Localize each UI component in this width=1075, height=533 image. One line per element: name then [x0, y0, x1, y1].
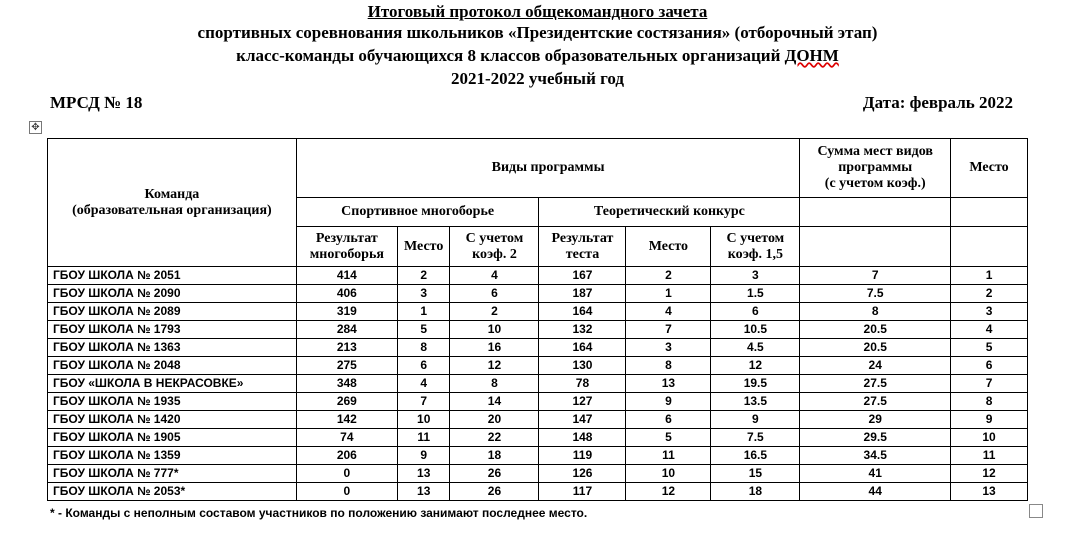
coef-1-5-cell: 15: [711, 465, 800, 483]
multievent-result-cell: 74: [296, 429, 397, 447]
place-sum-cell: 20.5: [800, 321, 951, 339]
empty-header-cell: [800, 198, 951, 227]
coef-1-5-cell: 6: [711, 303, 800, 321]
multievent-result-cell: 348: [296, 375, 397, 393]
multievent-result-cell: 142: [296, 411, 397, 429]
team-name-cell: ГБОУ ШКОЛА № 2090: [48, 285, 297, 303]
theory-place-cell: 1: [626, 285, 711, 303]
team-name-cell: ГБОУ ШКОЛА № 777*: [48, 465, 297, 483]
participants-text: класс-команды обучающихся 8 классов образовательных организаций: [236, 46, 785, 65]
team-name-cell: ГБОУ ШКОЛА № 1905: [48, 429, 297, 447]
subheader-place-sport: Место: [397, 227, 450, 267]
multievent-result-cell: 319: [296, 303, 397, 321]
multievent-result-cell: 206: [296, 447, 397, 465]
coef-1-5-cell: 16.5: [711, 447, 800, 465]
coef-2-cell: 8: [450, 375, 539, 393]
table-row: [48, 267, 1028, 285]
final-place-cell: 2: [951, 285, 1028, 303]
sport-place-cell: 1: [397, 303, 450, 321]
coef-1-5-cell: 1.5: [711, 285, 800, 303]
coef-1-5-cell: 13.5: [711, 393, 800, 411]
place-sum-cell: 20.5: [800, 339, 951, 357]
subheader-coef-2: С учетом коэф. 2: [450, 227, 539, 267]
multievent-result-cell: 213: [296, 339, 397, 357]
theory-place-cell: 5: [626, 429, 711, 447]
final-place-cell: 9: [951, 411, 1028, 429]
coef-2-cell: 26: [450, 465, 539, 483]
test-result-cell: 187: [539, 285, 626, 303]
team-name-cell: ГБОУ ШКОЛА № 2051: [48, 267, 297, 285]
subheader-coef-1-5: С учетом коэф. 1,5: [711, 227, 800, 267]
table-row: [48, 393, 1028, 411]
team-name-cell: ГБОУ ШКОЛА № 1359: [48, 447, 297, 465]
final-place-cell: 3: [951, 303, 1028, 321]
coef-2-cell: 26: [450, 483, 539, 501]
programs-header: Виды программы: [296, 139, 800, 198]
theory-place-cell: 9: [626, 393, 711, 411]
team-column-header: Команда (образовательная организация): [48, 139, 297, 267]
coef-1-5-cell: 3: [711, 267, 800, 285]
test-result-cell: 147: [539, 411, 626, 429]
team-name-cell: ГБОУ ШКОЛА № 2089: [48, 303, 297, 321]
coef-2-cell: 20: [450, 411, 539, 429]
coef-2-cell: 6: [450, 285, 539, 303]
final-place-cell: 4: [951, 321, 1028, 339]
table-row: [48, 375, 1028, 393]
multievent-result-cell: 414: [296, 267, 397, 285]
test-result-cell: 132: [539, 321, 626, 339]
place-sum-cell: 44: [800, 483, 951, 501]
test-result-cell: 78: [539, 375, 626, 393]
test-result-cell: 164: [539, 303, 626, 321]
final-place-cell: 1: [951, 267, 1028, 285]
theory-contest-header: Теоретический конкурс: [539, 198, 800, 227]
multievent-result-cell: 284: [296, 321, 397, 339]
multievent-result-cell: 0: [296, 465, 397, 483]
multievent-result-cell: 269: [296, 393, 397, 411]
team-name-cell: ГБОУ «ШКОЛА В НЕКРАСОВКЕ»: [48, 375, 297, 393]
subheader-result-test: Результат теста: [539, 227, 626, 267]
place-sum-cell: 41: [800, 465, 951, 483]
coef-2-cell: 18: [450, 447, 539, 465]
sport-place-cell: 10: [397, 411, 450, 429]
table-row: [48, 357, 1028, 375]
subheader-place-theory: Место: [626, 227, 711, 267]
test-result-cell: 117: [539, 483, 626, 501]
coef-2-cell: 10: [450, 321, 539, 339]
final-place-cell: 5: [951, 339, 1028, 357]
theory-place-cell: 13: [626, 375, 711, 393]
theory-place-cell: 8: [626, 357, 711, 375]
theory-place-cell: 7: [626, 321, 711, 339]
test-result-cell: 127: [539, 393, 626, 411]
final-place-cell: 7: [951, 375, 1028, 393]
test-result-cell: 164: [539, 339, 626, 357]
date-label: Дата: февраль 2022: [862, 93, 1013, 112]
final-place-cell: 6: [951, 357, 1028, 375]
table-row: [48, 411, 1028, 429]
final-place-cell: 12: [951, 465, 1028, 483]
team-name-cell: ГБОУ ШКОЛА № 2048: [48, 357, 297, 375]
empty-header-cell: [951, 227, 1028, 267]
coef-2-cell: 16: [450, 339, 539, 357]
table-row: [48, 465, 1028, 483]
sport-place-cell: 7: [397, 393, 450, 411]
coef-2-cell: 2: [450, 303, 539, 321]
test-result-cell: 126: [539, 465, 626, 483]
table-row: [48, 483, 1028, 501]
theory-place-cell: 12: [626, 483, 711, 501]
place-sum-cell: 29.5: [800, 429, 951, 447]
footnote: * - Команды с неполным составом участников по положению занимают последнее место.: [50, 506, 588, 520]
empty-header-cell: [800, 227, 951, 267]
sum-column-header: Сумма мест видов программы (с учетом коэф.): [800, 139, 951, 198]
place-sum-cell: 34.5: [800, 447, 951, 465]
coef-2-cell: 22: [450, 429, 539, 447]
place-sum-cell: 29: [800, 411, 951, 429]
place-sum-cell: 27.5: [800, 375, 951, 393]
theory-place-cell: 10: [626, 465, 711, 483]
coef-1-5-cell: 4.5: [711, 339, 800, 357]
donm-abbreviation: ДОНМ: [784, 46, 839, 65]
coef-1-5-cell: 19.5: [711, 375, 800, 393]
sport-place-cell: 2: [397, 267, 450, 285]
place-sum-cell: 7.5: [800, 285, 951, 303]
sport-place-cell: 6: [397, 357, 450, 375]
sport-place-cell: 5: [397, 321, 450, 339]
district-label: МРСД № 18: [50, 93, 143, 112]
test-result-cell: 130: [539, 357, 626, 375]
competition-name: спортивных соревнования школьников «Президентские состязания» (отборочный этап): [197, 23, 878, 42]
coef-2-cell: 12: [450, 357, 539, 375]
place-sum-cell: 8: [800, 303, 951, 321]
final-place-cell: 13: [951, 483, 1028, 501]
team-name-cell: ГБОУ ШКОЛА № 1935: [48, 393, 297, 411]
test-result-cell: 119: [539, 447, 626, 465]
table-row: [48, 285, 1028, 303]
table-row: [48, 447, 1028, 465]
sport-place-cell: 9: [397, 447, 450, 465]
coef-2-cell: 14: [450, 393, 539, 411]
theory-place-cell: 11: [626, 447, 711, 465]
sport-multievent-header: Спортивное многоборье: [296, 198, 539, 227]
sport-place-cell: 11: [397, 429, 450, 447]
table-row: [48, 429, 1028, 447]
table-row: [48, 321, 1028, 339]
team-name-cell: ГБОУ ШКОЛА № 1420: [48, 411, 297, 429]
test-result-cell: 148: [539, 429, 626, 447]
sport-place-cell: 3: [397, 285, 450, 303]
place-column-header: Место: [951, 139, 1028, 198]
multievent-result-cell: 0: [296, 483, 397, 501]
sport-place-cell: 13: [397, 465, 450, 483]
school-year: 2021-2022 учебный год: [450, 69, 625, 88]
sport-place-cell: 13: [397, 483, 450, 501]
place-sum-cell: 7: [800, 267, 951, 285]
theory-place-cell: 4: [626, 303, 711, 321]
theory-place-cell: 3: [626, 339, 711, 357]
subheader-result-multievent: Результат многоборья: [296, 227, 397, 267]
team-name-cell: ГБОУ ШКОЛА № 2053*: [48, 483, 297, 501]
protocol-title: Итоговый протокол общекомандного зачета: [367, 2, 708, 21]
theory-place-cell: 6: [626, 411, 711, 429]
coef-1-5-cell: 10.5: [711, 321, 800, 339]
table-row: [48, 339, 1028, 357]
coef-1-5-cell: 18: [711, 483, 800, 501]
participants-line: [0, 45, 1075, 67]
multievent-result-cell: 275: [296, 357, 397, 375]
final-place-cell: 10: [951, 429, 1028, 447]
team-name-cell: ГБОУ ШКОЛА № 1363: [48, 339, 297, 357]
table-resize-handle[interactable]: [1029, 504, 1043, 518]
test-result-cell: 167: [539, 267, 626, 285]
team-name-cell: ГБОУ ШКОЛА № 1793: [48, 321, 297, 339]
multievent-result-cell: 406: [296, 285, 397, 303]
results-table: [47, 138, 1028, 501]
table-row: [48, 303, 1028, 321]
table-move-handle-icon[interactable]: ✥: [29, 121, 42, 134]
sport-place-cell: 8: [397, 339, 450, 357]
empty-header-cell: [951, 198, 1028, 227]
final-place-cell: 8: [951, 393, 1028, 411]
coef-2-cell: 4: [450, 267, 539, 285]
coef-1-5-cell: 12: [711, 357, 800, 375]
place-sum-cell: 27.5: [800, 393, 951, 411]
theory-place-cell: 2: [626, 267, 711, 285]
final-place-cell: 11: [951, 447, 1028, 465]
coef-1-5-cell: 7.5: [711, 429, 800, 447]
coef-1-5-cell: 9: [711, 411, 800, 429]
sport-place-cell: 4: [397, 375, 450, 393]
place-sum-cell: 24: [800, 357, 951, 375]
